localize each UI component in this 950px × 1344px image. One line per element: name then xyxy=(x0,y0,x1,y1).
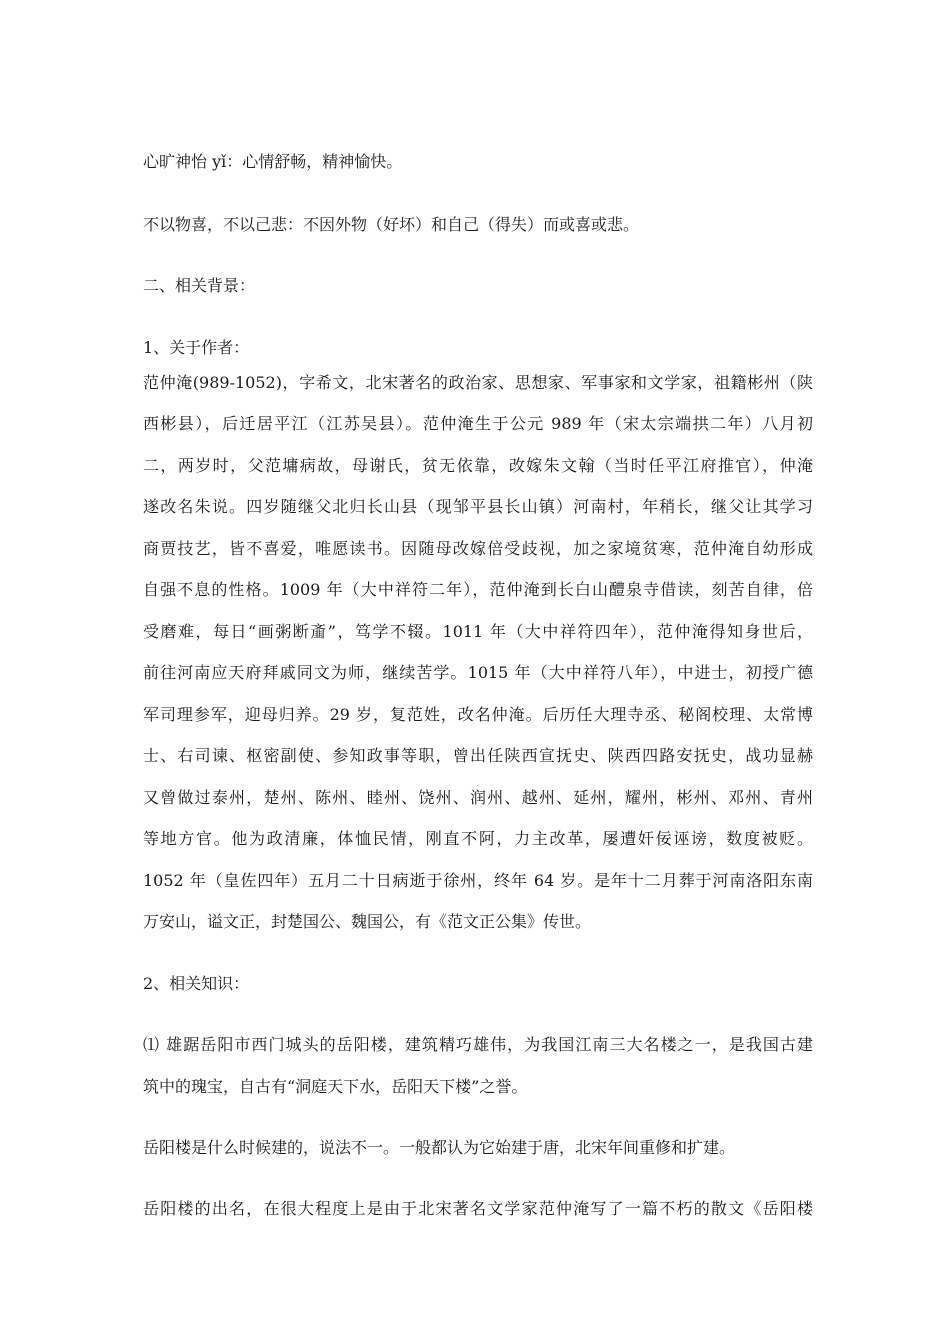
knowledge-line: 筑中的瑰宝，自古有“洞庭天下水，岳阳天下楼”之誉。 xyxy=(143,1077,528,1096)
biography-line: 军司理参军，迎母归养。29 岁，复范姓，改名仲淹。后历任大理寺丞、秘阁校理、太常博 xyxy=(143,705,813,724)
biography-line: 遂改名朱说。四岁随继父北归长山县（现邹平县长山镇）河南村，年稍长，继父让其学习 xyxy=(143,497,813,516)
paragraph-fame-origin: 岳阳楼的出名，在很大程度上是由于北宋著名文学家范仲淹写了一篇不朽的散文《岳阳楼 xyxy=(143,1199,813,1218)
biography-line: 西彬县），后迁居平江（江苏吴县）。范仲淹生于公元 989 年（宋太宗端拱二年）八月初 xyxy=(143,414,813,433)
biography-line: 范仲淹(989-1052)，字希文，北宋著名的政治家、思想家、军事家和文学家，祖籍彬州（陕 xyxy=(143,373,813,392)
subheading-about-author: 1、关于作者： xyxy=(143,338,250,357)
biography-line: 商贾技艺，皆不喜爱，唯愿读书。因随母改嫁倍受歧视，加之家境贫寒，范仲淹自幼形成 xyxy=(143,539,813,558)
biography-line: 士、右司谏、枢密副使、参知政事等职，曾出任陕西宣抚史、陕西四路安抚史，战功显赫 xyxy=(143,746,813,765)
biography-line: 1052 年（皇佐四年）五月二十日病逝于徐州，终年 64 岁。是年十二月葬于河南洛阳东南 xyxy=(143,871,813,890)
section-heading-background: 二、相关背景： xyxy=(143,276,256,295)
biography-line: 二，两岁时，父范墉病故，母谢氏，贫无依靠，改嫁朱文翰（当时任平江府推官），仲淹 xyxy=(143,456,813,475)
biography-line: 前往河南应天府拜戚同文为师，继续苦学。1015 年（大中祥符八年），中进士，初授广德 xyxy=(143,663,813,682)
paragraph-construction-history: 岳阳楼是什么时候建的，说法不一。一般都认为它始建于唐，北宋年间重修和扩建。 xyxy=(143,1138,736,1157)
biography-line: 又曾做过泰州，楚州、陈州、睦州、饶州、润州、越州、延州，耀州，彬州、邓州、青州 xyxy=(143,788,813,807)
definition-xin-kuang-shen-yi: 心旷神怡 yǐ：心情舒畅，精神愉快。 xyxy=(143,152,403,171)
definition-bu-yi-wu-xi: 不以物喜，不以己悲：不因外物（好坏）和自己（得失）而或喜或悲。 xyxy=(143,215,640,234)
knowledge-line: ⑴ 雄踞岳阳市西门城头的岳阳楼，建筑精巧雄伟，为我国江南三大名楼之一，是我国古建 xyxy=(143,1035,813,1054)
biography-line: 万安山，谥文正，封楚国公、魏国公，有《范文正公集》传世。 xyxy=(143,912,592,931)
biography-line: 等地方官。他为政清廉，体恤民情，刚直不阿，力主改革，屡遭奸佞诬谤，数度被贬。 xyxy=(143,829,813,848)
subheading-related-knowledge: 2、相关知识： xyxy=(143,974,250,993)
biography-line: 自强不息的性格。1009 年（大中祥符二年），范仲淹到长白山醴泉寺借读，刻苦自律，倍 xyxy=(143,580,813,599)
biography-line: 受磨难，每日“画粥断齑”，笃学不辍。1011 年（大中祥符四年），范仲淹得知身世后， xyxy=(143,622,813,641)
